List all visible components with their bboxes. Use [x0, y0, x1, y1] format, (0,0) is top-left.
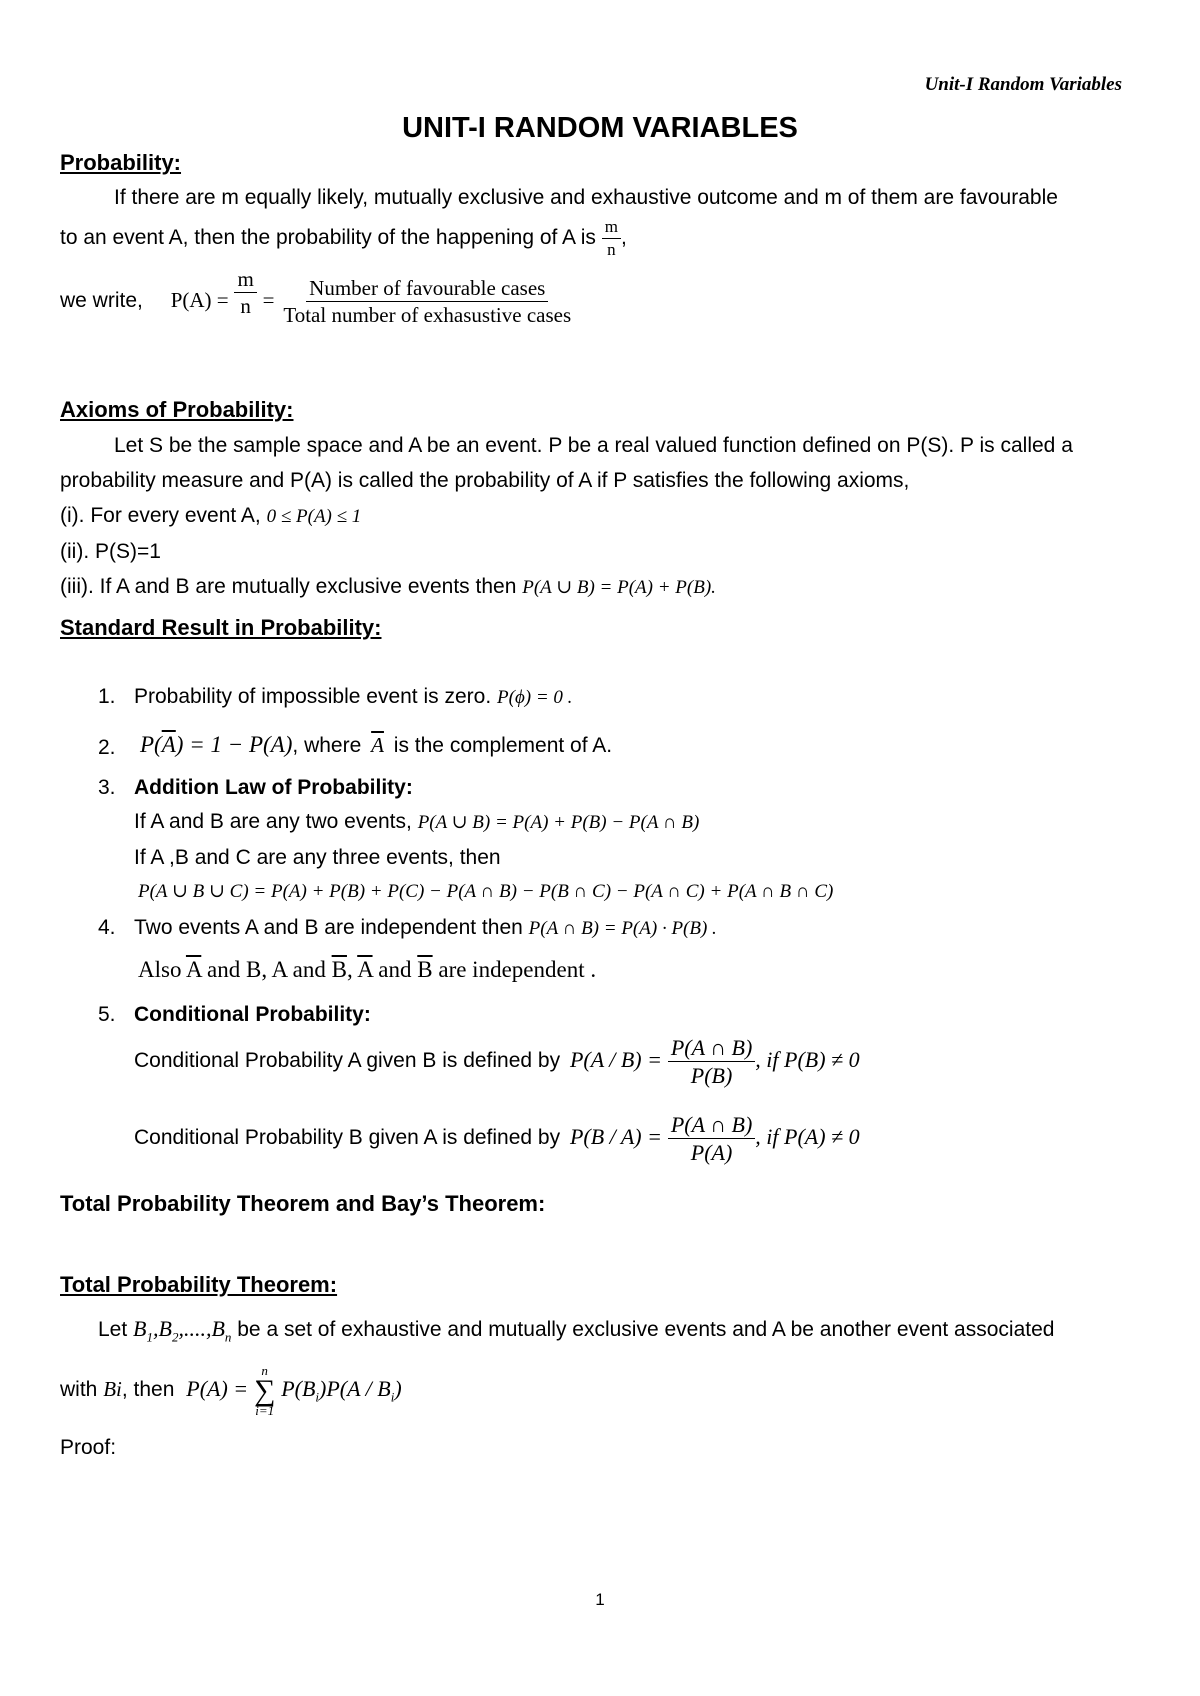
sum-lower-limit: i=1 — [255, 1403, 275, 1418]
note-text: are independent . — [438, 957, 597, 982]
result-math — [140, 732, 292, 757]
fraction — [668, 1036, 755, 1087]
a-complement: $\overline{A}$ — [185, 957, 202, 982]
math-subscript: n — [224, 1329, 232, 1345]
conditional-probability-b-given-a — [134, 1113, 860, 1164]
equals-sign: = — [262, 288, 275, 313]
result-3-line-2: If A ,B and C are any three events, then — [134, 846, 501, 869]
result-1 — [134, 685, 572, 709]
axiom-2: (ii). P(S)=1 — [60, 540, 161, 563]
math-part: , — [153, 1316, 159, 1341]
a-complement: $\overline{A}$ — [371, 733, 384, 757]
math-part: P( — [140, 732, 162, 757]
result-text: is the complement of A. — [393, 734, 613, 757]
result-4 — [134, 916, 717, 940]
paragraph-line — [60, 218, 627, 259]
proof-label: Proof: — [60, 1436, 117, 1459]
list-number: 4. — [98, 916, 116, 939]
axiom-math: P(A ∪ B) = P(A) + P(B). — [522, 577, 716, 598]
list-number: 3. — [98, 776, 116, 799]
result-text: Conditional Probability A given B is defined by — [134, 1049, 561, 1073]
note-text: , — [346, 957, 353, 982]
page-number: 1 — [595, 1590, 605, 1609]
math-part: B — [158, 1316, 172, 1341]
math-subscript: 1 — [146, 1329, 153, 1345]
formula-line-probability — [60, 267, 574, 328]
result-3-line-1 — [134, 810, 699, 834]
section-heading-total-probability: Total Probability Theorem: — [60, 1272, 338, 1297]
formula-lead-text: we write, — [60, 289, 143, 313]
note-text: and B, A and — [207, 957, 326, 982]
axiom-1 — [60, 504, 361, 528]
math-part: ,...., — [178, 1316, 212, 1341]
axiom-math: 0 ≤ P(A) ≤ 1 — [266, 506, 362, 527]
b-complement: $\overline{B}$ — [331, 957, 347, 982]
result-3-math-2: P(A ∪ B ∪ C) = P(A) + P(B) + P(C) − P(A ∩ B) − P(B ∩ C) − P(A ∩ C) + P(A ∩ B ∩ C) — [138, 881, 834, 902]
running-header: Unit-I Random Variables — [924, 74, 1122, 95]
section-heading-axioms: Axioms of Probability: — [60, 397, 294, 422]
fraction-numerator: P(A ∩ B) — [668, 1036, 755, 1062]
result-3-title: Addition Law of Probability: — [134, 776, 413, 799]
section-heading-bayes: Total Probability Theorem and Bay’s Theorem: — [60, 1191, 546, 1216]
paragraph-line: probability measure and P(A) is called the probability of A if P satisfies the following axioms, — [60, 469, 910, 492]
fraction-numerator: Number of favourable cases — [306, 277, 548, 302]
paragraph-line: If there are m equally likely, mutually exclusive and exhaustive outcome and m of them are favourable — [114, 186, 1058, 209]
fraction-numerator: m — [602, 218, 621, 239]
theorem-text: Let — [98, 1318, 128, 1341]
events-list — [133, 1316, 232, 1345]
formula-rhs — [281, 1376, 402, 1405]
result-math: P(A ∩ B) = P(A) · P(B) . — [528, 918, 717, 939]
sigma-symbol: ∑ — [253, 1374, 276, 1407]
theorem-text: with — [60, 1378, 98, 1402]
result-math: P(A ∪ B) = P(A) + P(B) − P(A ∩ B) — [417, 812, 700, 833]
conditional-probability-a-given-b — [134, 1036, 860, 1087]
axiom-text: (iii). If A and B are mutually exclusive events then — [60, 575, 517, 598]
formula-lhs: P(B / A) = — [569, 1124, 662, 1150]
fraction-denominator: n — [240, 294, 251, 319]
math-part: )P(A / B — [319, 1376, 391, 1402]
axiom-text: (i). For every event A, — [60, 504, 261, 527]
math-part: ) = 1 − P(A) — [175, 732, 293, 757]
math-part: B — [211, 1316, 225, 1341]
b-complement: $\overline{B}$ — [417, 957, 433, 982]
a-complement: $\overline{A}$ — [357, 957, 373, 982]
result-text: , where — [292, 734, 362, 757]
paragraph-text: to an event A, then the probability of the happening of A is — [60, 225, 596, 249]
note-text: and — [378, 957, 412, 982]
result-4-independence-note — [138, 957, 596, 983]
theorem-line-2 — [60, 1364, 402, 1417]
paragraph-line: Let S be the sample space and A be an event. P be a real valued function defined on P(S). P is called a — [114, 434, 1073, 457]
fraction-favourable-over-exhaustive — [280, 277, 574, 326]
a-complement: $\overline{A}$ — [161, 732, 176, 757]
math-part: B — [133, 1316, 147, 1341]
formula-lhs: P(A) = — [186, 1376, 249, 1402]
punctuation: , — [620, 225, 627, 249]
fraction-m-over-n — [234, 268, 256, 317]
math-part: P(B — [281, 1376, 316, 1402]
result-text: Conditional Probability B given A is defined by — [134, 1126, 561, 1150]
math-subscript: i — [315, 1389, 320, 1405]
summation — [254, 1364, 275, 1417]
fraction-denominator: Total number of exhasustive cases — [283, 303, 572, 328]
note-text: Also — [138, 957, 182, 982]
axiom-3 — [60, 575, 716, 599]
list-number: 2. — [98, 736, 116, 759]
result-text: Two events A and B are independent then — [134, 916, 523, 939]
formula-condition: , if P(A) ≠ 0 — [755, 1124, 860, 1150]
fraction — [668, 1113, 755, 1164]
fraction-m-over-n — [602, 218, 621, 259]
result-2 — [140, 732, 612, 758]
section-heading-probability: Probability: — [60, 150, 182, 175]
result-text: If A and B are any two events, — [134, 810, 412, 833]
result-math: P(ϕ) = 0 . — [497, 687, 573, 708]
page-title: UNIT-I RANDOM VARIABLES — [402, 112, 798, 144]
theorem-line-1 — [98, 1316, 1054, 1345]
fraction-numerator: P(A ∩ B) — [668, 1113, 755, 1139]
formula-lhs: P(A) = — [170, 288, 229, 313]
result-5-title: Conditional Probability: — [134, 1003, 371, 1026]
formula-condition: , if P(B) ≠ 0 — [755, 1047, 860, 1073]
math-part: Bi — [103, 1377, 122, 1402]
list-number: 1. — [98, 685, 116, 708]
sum-upper-limit: n — [261, 1363, 268, 1378]
fraction-denominator: n — [607, 239, 616, 259]
result-text: Probability of impossible event is zero. — [134, 685, 492, 708]
math-subscript: 2 — [171, 1329, 179, 1345]
fraction-numerator: m — [234, 268, 256, 293]
fraction-denominator: P(B) — [690, 1063, 733, 1089]
math-part: ) — [394, 1376, 402, 1402]
list-number: 5. — [98, 1003, 116, 1026]
formula-lhs: P(A / B) = — [569, 1047, 662, 1073]
fraction-denominator: P(A) — [690, 1140, 733, 1166]
math-subscript: i — [390, 1389, 395, 1405]
section-heading-standard-results: Standard Result in Probability: — [60, 615, 382, 640]
theorem-text: be a set of exhaustive and mutually exclusive events and A be another event associated — [237, 1318, 1055, 1341]
theorem-text: , then — [121, 1378, 175, 1402]
